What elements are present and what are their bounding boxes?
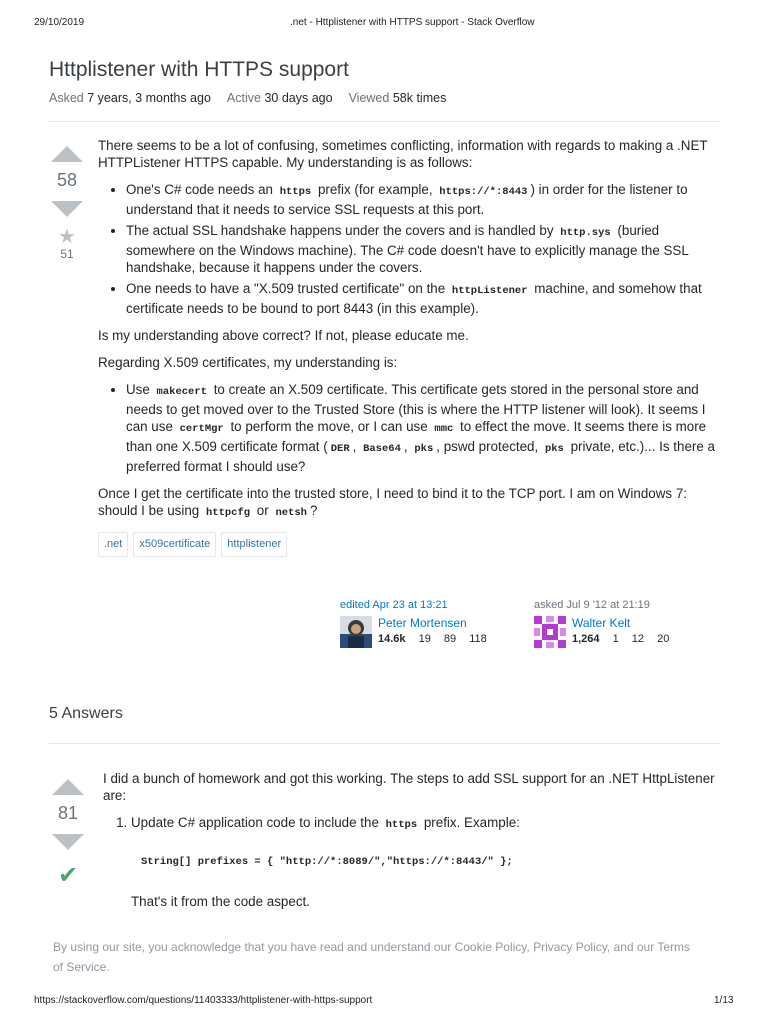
code-block: String[] prefixes = { "http://*:8089/","https://*:8443/" }; (131, 844, 718, 881)
list-item: • The actual SSL handshake happens under the covers and is handled by http.sys (buried somewhere on the Windows machine). The C# code doesn't have to explicitly manage the SSL handshake, because it happens under the covers. (126, 222, 718, 276)
bronze-badges: 20 (657, 633, 670, 645)
question-paragraph: Is my understanding above correct? If not, please educate me. (98, 328, 469, 343)
page-title[interactable]: Httplistener with HTTPS support (49, 58, 349, 81)
tag-x509certificate[interactable]: x509certificate (133, 532, 216, 557)
cookie-notice: By using our site, you acknowledge that you have read and understand our Cookie Policy, Privacy Policy, and our Terms of Service. (53, 940, 691, 974)
upvote-arrow-icon[interactable] (52, 779, 84, 795)
tag-list (98, 532, 718, 557)
silver-badges: 89 (443, 633, 457, 645)
question-paragraph: Once I get the certificate into the trusted store, I need to bind it to the TCP port. I am on Windows 7: should I be using httpcfg or netsh ? (98, 486, 688, 519)
print-doc-title: .net - Httplistener with HTTPS support - Stack Overflow (290, 17, 535, 28)
editor-name[interactable]: Peter Mortensen (378, 616, 467, 630)
answer-steps (103, 814, 718, 910)
list-item: • One needs to have a "X.509 trusted certificate" on the httpListener machine, and somehow that certificate needs to be bound to port 8443 (in this example). (126, 280, 718, 317)
owner-signature (534, 599, 679, 648)
downvote-arrow-icon[interactable] (51, 201, 83, 217)
answer-body (103, 770, 718, 918)
owner-name[interactable]: Walter Kelt (572, 616, 631, 630)
divider (49, 743, 720, 744)
tag-httplistener[interactable]: httplistener (221, 532, 287, 557)
silver-badges: 12 (631, 633, 645, 645)
certificate-list (98, 381, 718, 475)
question-vote-count: 58 (56, 170, 78, 190)
answer-paragraph: I did a bunch of homework and got this working. The steps to add SSL support for an .NET HttpListener are: (103, 771, 715, 803)
list-item: • One's C# code needs an https prefix (for example, https://*:8443 ) in order for the listener to understand that it needs to service SSL requests at this port. (126, 181, 718, 218)
tag-net[interactable]: .net (98, 532, 128, 557)
asked-meta: Asked 7 years, 3 months ago (49, 91, 211, 105)
gold-badges: 19 (418, 633, 431, 645)
editor-signature (340, 599, 497, 648)
question-list (98, 181, 718, 317)
reputation: 14.6k (378, 633, 406, 645)
editor-stats (378, 633, 497, 645)
editor-avatar[interactable] (340, 616, 372, 648)
print-url: https://stackoverflow.com/questions/11403333/httplistener-with-https-support (34, 995, 373, 1006)
reputation: 1,264 (572, 633, 600, 645)
viewed-meta: Viewed 58k times (348, 91, 447, 105)
bronze-badges: 118 (469, 633, 487, 645)
print-date: 29/10/2019 (34, 17, 85, 28)
accepted-check-icon: ✔ (57, 862, 79, 889)
answer-vote-count: 81 (57, 803, 79, 823)
gold-badges: 1 (612, 633, 619, 645)
asked-date: asked Jul 9 '12 at 21:19 (534, 599, 650, 611)
owner-avatar[interactable] (534, 616, 566, 648)
edited-link[interactable]: edited Apr 23 at 13:21 (340, 599, 448, 611)
downvote-arrow-icon[interactable] (52, 834, 84, 850)
list-item: • Use makecert to create an X.509 certificate. This certificate gets stored in the personal store and needs to get moved over to the Trusted Store (this is where the HTTP listener will look). It seems I can use certMgr to perform the move, or I can use mmc to effect the move. It seems there is more than one X.509 certificate format ( DER , Base64 , pks , pswd protected, pks private, etc.)... Is there a preferred format I should use? (126, 381, 718, 475)
answer-paragraph: That's it from the code aspect. (131, 894, 310, 909)
question-paragraph: Regarding X.509 certificates, my understanding is: (98, 355, 398, 370)
upvote-arrow-icon[interactable] (51, 146, 83, 162)
question-meta (49, 91, 446, 105)
active-meta: Active 30 days ago (226, 91, 333, 105)
favorite-count: 51 (60, 247, 74, 261)
print-page-number: 1/13 (714, 995, 734, 1006)
question-body (98, 137, 718, 557)
question-paragraph: There seems to be a lot of confusing, sometimes conflicting, information with regards to making a .NET HTTPListener HTTPS capable. My understanding is as follows: (98, 138, 708, 170)
owner-stats (572, 633, 679, 645)
answer-vote-cell (46, 779, 90, 888)
favorite-star-icon[interactable]: ★ (58, 226, 76, 248)
question-vote-cell (45, 146, 89, 261)
list-item: 1. Update C# application code to include the https prefix. Example: String[] prefixes = { "http://*:8089/","https://*:8443/" }; That's it from the code aspect. (131, 814, 718, 910)
answers-heading: 5 Answers (49, 705, 123, 722)
divider (49, 121, 720, 122)
